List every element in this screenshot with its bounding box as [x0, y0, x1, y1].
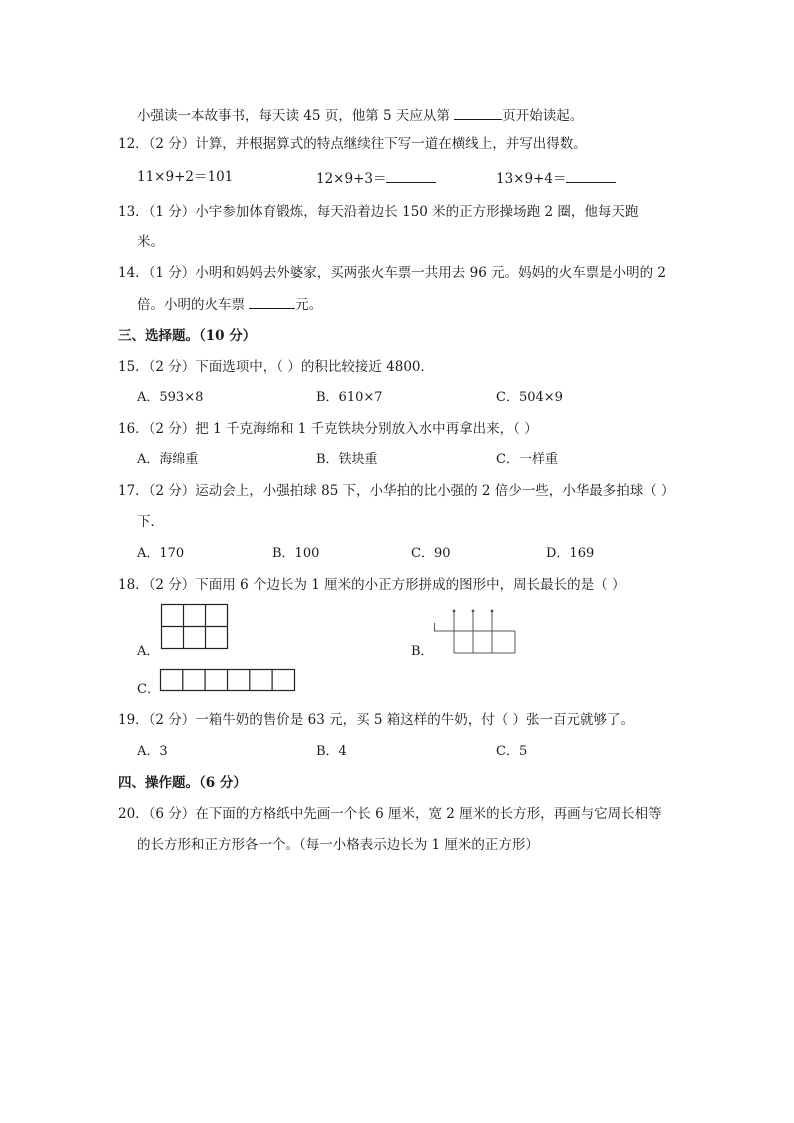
- q14-answer-blank[interactable]: [249, 294, 295, 309]
- q15-option-c[interactable]: C．504×9: [496, 390, 563, 405]
- q18-stem: 18．（2 分）下面用 6 个边长为 1 厘米的小正方形拼成的图形中，周长最长的是（ ）: [118, 577, 626, 593]
- q15-option-a[interactable]: A．593×8: [137, 390, 204, 405]
- q20-line-2: 的长方形和正方形各一个。（每一小格表示边长为 1 厘米的正方形）: [137, 837, 539, 853]
- q12-answer-blank-3[interactable]: [566, 168, 616, 183]
- q12-expr-3: [496, 168, 616, 188]
- section-3-heading: 三、选择题。（10 分）: [118, 328, 257, 344]
- q18-option-c[interactable]: C．: [137, 682, 160, 697]
- q20-line-1: 20．（6 分）在下面的方格纸中先画一个长 6 厘米，宽 2 厘米的长方形，再画与它周长相等: [118, 806, 662, 822]
- q17-option-a[interactable]: A．170: [137, 546, 185, 561]
- q19-option-b[interactable]: B．4: [316, 744, 347, 759]
- q19-option-c[interactable]: C．5: [496, 744, 528, 759]
- q11-answer-blank[interactable]: [454, 105, 502, 120]
- q13-line-1: 13．（1 分）小宇参加体育锻炼，每天沿着边长 150 米的正方形操场跑 2 圈，他每天跑: [118, 204, 639, 220]
- q12-expr-3-text: 13×9+4＝: [496, 171, 567, 187]
- q18-figure-c: [160, 669, 300, 693]
- q19-option-a[interactable]: A．3: [137, 744, 168, 759]
- q17-option-c[interactable]: C．90: [411, 546, 451, 561]
- q16-option-b[interactable]: B．铁块重: [316, 452, 378, 467]
- q11-continuation: [137, 105, 583, 125]
- q12-stem: 12．（2 分）计算，并根据算式的特点继续往下写一道在横线上，并写出得数。: [118, 136, 587, 152]
- q18-figure-b: [434, 609, 520, 655]
- q18-figure-a: [161, 604, 231, 652]
- q14-line-2: [137, 294, 322, 314]
- q12-answer-blank-2[interactable]: [386, 168, 436, 183]
- section-4-heading: 四、操作题。（6 分）: [118, 775, 247, 791]
- q16-option-c[interactable]: C．一样重: [496, 452, 558, 467]
- q14-line-1: 14．（1 分）小明和妈妈去外婆家，买两张火车票一共用去 96 元。妈妈的火车票是小明的 2: [118, 265, 666, 281]
- q17-line-1: 17．（2 分）运动会上，小强拍球 85 下，小华拍的比小强的 2 倍少一些，小华最多拍球（ ）: [118, 483, 675, 499]
- q11-text-post: 页开始读起。: [502, 108, 584, 124]
- q11-text-pre: 小强读一本故事书，每天读 45 页，他第 5 天应从第: [137, 108, 455, 124]
- q14-text-pre: 倍。小明的火车票: [137, 297, 250, 313]
- q17-option-d[interactable]: D．169: [546, 546, 595, 561]
- q12-expr-2: [316, 168, 436, 188]
- q17-line-2: 下．: [137, 514, 164, 530]
- q14-text-post: 元。: [295, 297, 323, 313]
- q17-option-b[interactable]: B．100: [272, 546, 320, 561]
- q12-expr-1: 11×9+2＝101: [137, 169, 234, 185]
- q15-stem: 15．（2 分）下面选项中，（ ）的积比较接近 4800．: [118, 359, 434, 375]
- q18-option-b[interactable]: B．: [411, 644, 434, 659]
- q13-line-2: 米。: [137, 234, 164, 250]
- q16-stem: 16．（2 分）把 1 千克海绵和 1 千克铁块分别放入水中再拿出来，（ ）: [118, 421, 538, 437]
- q15-option-b[interactable]: B．610×7: [316, 390, 383, 405]
- q12-expr-2-text: 12×9+3＝: [316, 171, 387, 187]
- q16-option-a[interactable]: A．海绵重: [137, 452, 199, 467]
- q19-stem: 19．（2 分）一箱牛奶的售价是 63 元，买 5 箱这样的牛奶，付（ ）张一百元就够了。: [118, 712, 635, 728]
- q18-option-a[interactable]: A．: [137, 644, 160, 659]
